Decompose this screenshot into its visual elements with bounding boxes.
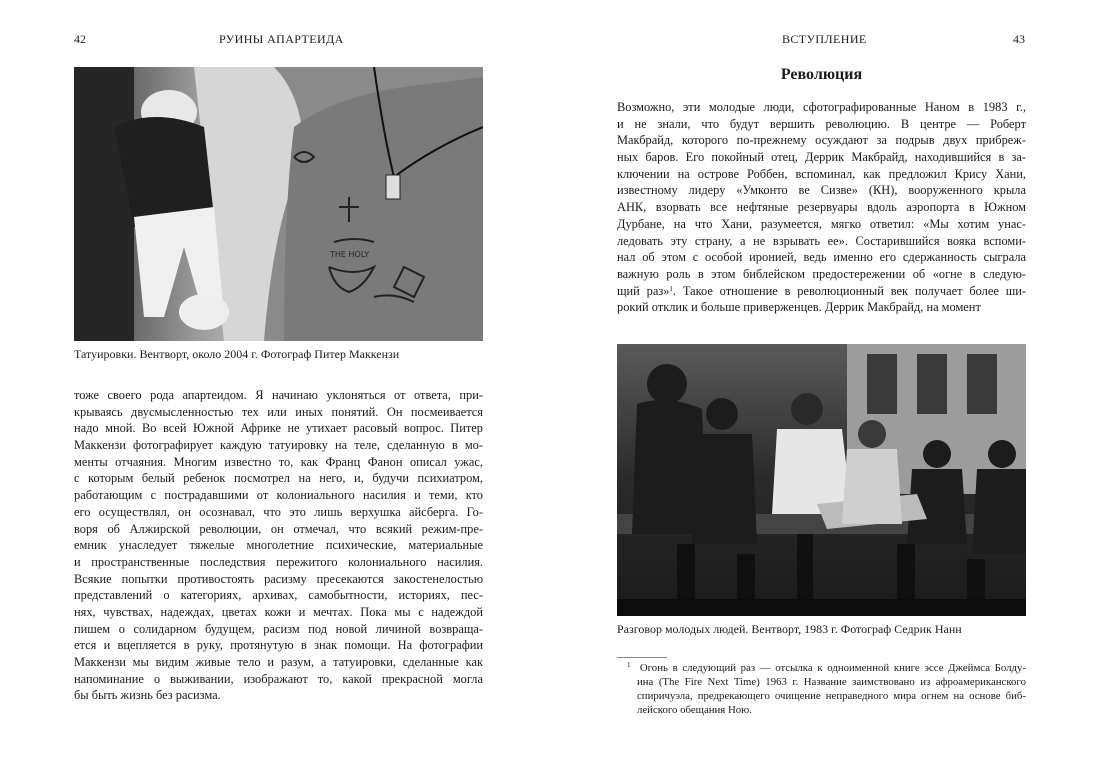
text-line: надо мной. Во всей Южной Африке не утихает расовый вопрос. Питер	[74, 421, 483, 436]
text-line: представлений о категориях, архивах, самобытности, историях, пес-	[74, 588, 483, 603]
text-line: тоже своего рода апартеидом. Я начинаю уклоняться от ответа, при-	[74, 388, 483, 402]
text-line: воря об Алжирской революции, он отмечал, что всякий режим-пре-	[74, 521, 483, 536]
footnote-line: лейского обещания Ною.	[637, 704, 752, 716]
text-line: напоминание о выживании, изображают то, какой прекрасной могла	[74, 671, 483, 686]
text-fragment: щий раз»	[617, 283, 670, 298]
text-line: пишем о солидарном будущем, расизм под новой личиной возвраща-	[74, 621, 483, 636]
svg-text:THE HOLY: THE HOLY	[330, 250, 370, 259]
text-line: его осуществлял, он осознавал, что это лишь верхушка айсберга. Го-	[74, 504, 483, 519]
text-line: нях, чувствах, надеждах, цветах кожи и мечтах. Пока мы с надеждой	[74, 604, 483, 619]
text-line: с которым белый ребенок посмотрел на него, и, будучи психиатром,	[74, 471, 483, 486]
body-text	[617, 99, 1026, 316]
text-line: рокий отклик и больше приверженцев. Деррик Макбрайд, на момент	[617, 300, 981, 315]
footnote-divider	[617, 657, 667, 658]
photo-caption: Татуировки. Вентворт, около 2004 г. Фотограф Питер Маккензи	[74, 347, 400, 361]
running-head: РУИНЫ АПАРТЕИДА	[219, 32, 344, 46]
section-title: Революция	[780, 66, 863, 83]
footnote-reference[interactable]: 1	[669, 284, 673, 293]
running-head: ВСТУПЛЕНИЕ	[782, 32, 867, 46]
text-line: Дурбане, на что Хани, разумеется, мягко ответил: «Мы хотим унас-	[617, 216, 1026, 231]
text-line: Возможно, эти молодые люди, сфотографированные Наном в 1983 г.,	[617, 100, 1026, 114]
photo-young-people	[617, 344, 1026, 616]
page-number: 42	[74, 32, 86, 46]
text-line: важную роль в этом библейском предостережении об «огне в следую-	[617, 266, 1026, 281]
text-line: ледовать эту страну, а не взрывать ее». Состарившийся вояка вспоми-	[617, 233, 1026, 248]
footnote-line: ина (The Fire Next Time) 1963 г. Название заимствовано из афроамериканского	[637, 676, 1026, 688]
footnote-line: спиричуэла, предрекающего очищение неправедного мира огнем на основе биб-	[637, 690, 1026, 702]
text-line: ключении на острове Роббен, вспоминал, как предложил Крису Хани,	[617, 166, 1026, 181]
text-line: крываясь двусмысленностью тех или иных понятий. Он посмеивается	[74, 404, 483, 419]
text-line: емник унаследует тяжелые многолетние психические, материальные	[74, 538, 483, 553]
page-number: 43	[1013, 32, 1025, 46]
text-fragment: . Такое отношение в революционный век получает более ши-	[672, 283, 1026, 298]
text-line: ется и вцепляется в руку, протянутую в знак помощи. На фотографии	[74, 638, 483, 653]
text-line: АНК, взорвать все нефтяные резервуары вдоль аэропорта в Южном	[617, 200, 1026, 215]
text-line: Всякие попытки противостоять расизму пресекаются закостенелостью	[74, 571, 483, 586]
body-text	[74, 387, 483, 704]
footnote	[617, 661, 1026, 717]
text-line: известному лидеру «Умконто ве Сизве» (КН), вооруженного крыла	[617, 183, 1026, 198]
photo-caption: Разговор молодых людей. Вентворт, 1983 г. Фотограф Седрик Нанн	[617, 622, 962, 636]
text-line: и пространственные последствия пережитого колониального насилия.	[74, 554, 483, 569]
text-line: Макбрайд, которого по-прежнему осуждают за подрыв двух прибреж-	[617, 133, 1026, 148]
footnote-text: Огонь в следующий раз — отсылка к одноименной книге эссе Джеймса Болду-	[639, 662, 1026, 674]
text-line: нал об этом с особой иронией, ведь именно его сдержанность сыграла	[617, 250, 1026, 265]
text-line: и не знали, что будут вершить революцию. В центре — Роберт	[617, 116, 1026, 131]
footnote-line	[617, 661, 1026, 675]
photo-tattoos	[74, 67, 483, 341]
text-line: Маккензи фотографирует каждую татуировку на теле, сделанную в мо-	[74, 438, 483, 453]
text-line	[617, 283, 1026, 300]
text-line: ных баров. Его покойный отец, Деррик Макбрайд, находившийся в за-	[617, 150, 1026, 165]
text-line: бы быть жизнь без расизма.	[74, 688, 221, 703]
footnote-number: 1	[627, 661, 631, 669]
text-line: менты отчаяния. Многим известно то, как Франц Фанон описал ужас,	[74, 454, 483, 469]
right-page	[550, 0, 1100, 783]
text-line: работающим с пострадавшими от колониального насилия и теми, кто	[74, 488, 483, 503]
text-line: Маккензи мы видим живые тело и разум, а татуировки, сделанные как	[74, 655, 483, 669]
